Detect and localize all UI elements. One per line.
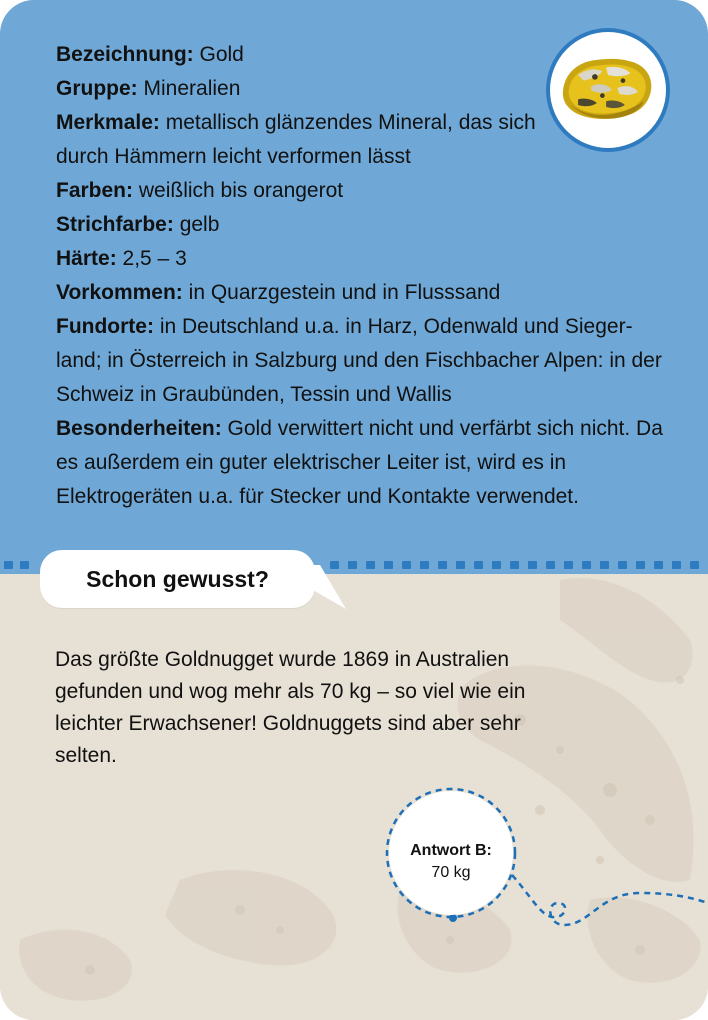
fact-value: weißlich bis orangerot — [133, 179, 344, 202]
fact-label: Bezeichnung: — [56, 43, 194, 66]
fact-label: Strichfarbe: — [56, 213, 174, 236]
fact-value: in Deutschland u.a. in Harz, Odenwald und Sieger-land; in Österreich in Salzburg und den Fischbacher Alpen: in der Schweiz in Graubünden, Tessin und Wallis — [56, 315, 662, 406]
fact-label: Farben: — [56, 179, 134, 202]
fact-value: 2,5 – 3 — [116, 247, 187, 270]
fact-fundorte — [56, 310, 666, 412]
fact-value: Mineralien — [137, 77, 241, 100]
mineral-image-frame — [546, 28, 670, 152]
fact-label: Besonderheiten: — [56, 417, 222, 440]
fact-value: Gold — [193, 43, 244, 66]
fact-value: metallisch glänzendes Mineral, das sich durch Hämmern leicht verformen lässt — [56, 111, 536, 168]
fact-strichfarbe — [56, 208, 666, 242]
fact-label: Merkmale: — [56, 111, 160, 134]
did-you-know-text: Das größte Goldnugget wurde 1869 in Australien gefunden und wog mehr als 70 kg – so viel wie ein leichter Erwachsener! Goldnuggets sind aber sehr selten. — [55, 648, 526, 767]
did-you-know-title: Schon gewusst? — [86, 566, 269, 592]
fact-label: Fundorte: — [56, 315, 154, 338]
fact-label: Vorkommen: — [56, 281, 183, 304]
fact-label: Härte: — [56, 247, 117, 270]
fact-haerte — [56, 242, 666, 276]
fact-value: in Quarzgestein und in Flusssand — [182, 281, 501, 304]
fact-value: Gold verwittert nicht und verfärbt sich nicht. Da es außerdem ein guter elektrischer Leiter ist, wird es in Elektrogeräten u.a. für Stecker und Kontakte verwendet. — [56, 417, 663, 508]
gold-nugget-icon — [550, 32, 666, 148]
fact-vorkommen — [56, 276, 666, 310]
fact-label: Gruppe: — [56, 77, 138, 100]
fact-value: gelb — [173, 213, 220, 236]
fact-merkmale — [56, 106, 536, 174]
fact-besonderheiten — [56, 412, 666, 514]
answer-label: Antwort B: — [410, 842, 492, 859]
answer-value: 70 kg — [431, 864, 471, 881]
fact-farben — [56, 174, 666, 208]
